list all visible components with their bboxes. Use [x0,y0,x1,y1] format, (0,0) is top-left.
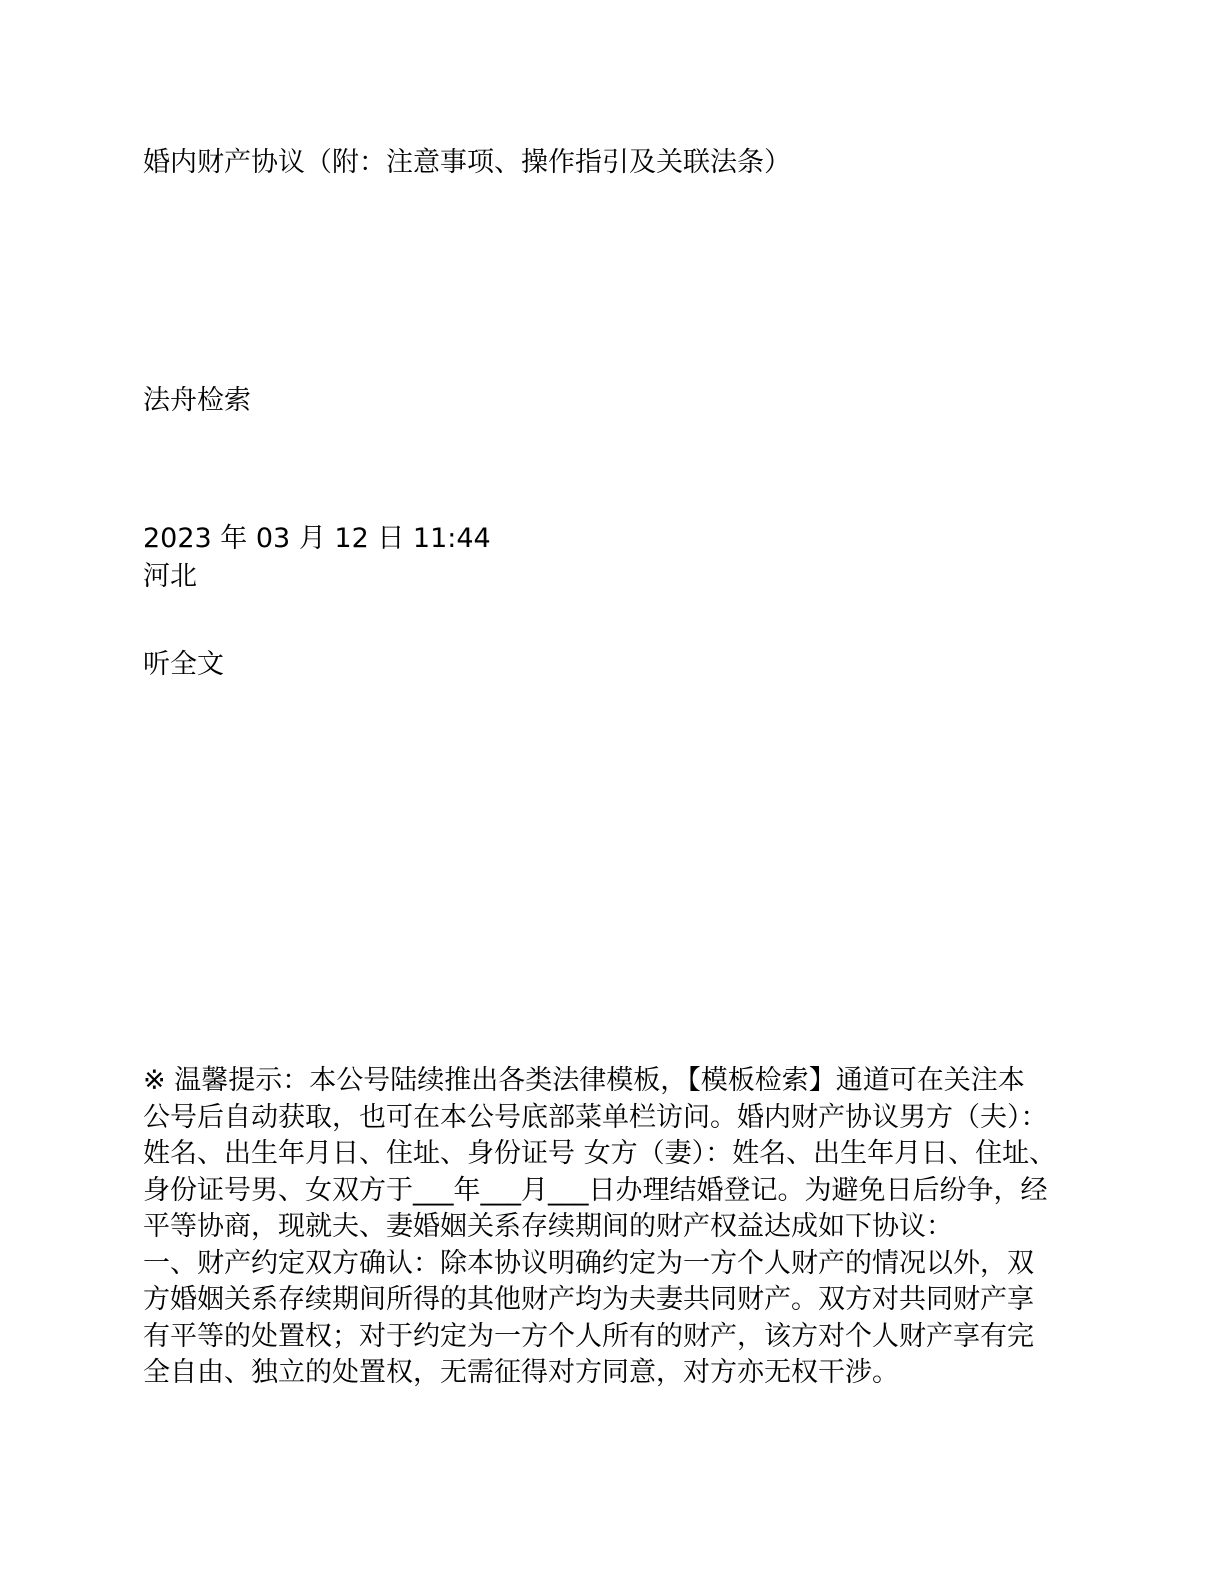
publish-date: 2023 年 03 月 12 日 11:44 [143,523,491,554]
body-line: 一、财产约定双方确认：除本协议明确约定为一方个人财产的情况以外，双 [143,1247,1034,1279]
body-line: ※ 温馨提示：本公号陆续推出各类法律模板，【模板检索】通道可在关注本 [143,1065,1025,1096]
body-line: 全自由、独立的处置权，无需征得对方同意，对方亦无权干涉。 [143,1357,899,1388]
body-line: 公号后自动获取，也可在本公号底部菜单栏访问。婚内财产协议男方（夫）： [143,1101,1048,1133]
body-line: 姓名、出生年月日、住址、身份证号 女方（妻）：姓名、出生年月日、住址、 [143,1138,1057,1169]
document-title: 婚内财产协议（附：注意事项、操作指引及关联法条） [143,147,791,178]
listen-full-text-link[interactable]: 听全文 [143,649,224,680]
publish-region: 河北 [143,561,197,592]
author-name: 法舟检索 [143,385,251,416]
body-line: 方婚姻关系存续期间所得的其他财产均为夫妻共同财产。双方对共同财产享 [143,1284,1034,1315]
body-line: 有平等的处置权；对于约定为一方个人所有的财产，该方对个人财产享有完 [143,1320,1034,1352]
body-line: 身份证号男、女双方于___年___月___日办理结婚登记。为避免日后纷争，经 [143,1174,1048,1206]
body-line: 平等协商，现就夫、妻婚姻关系存续期间的财产权益达成如下协议： [143,1211,953,1242]
article-body [143,1063,1083,1392]
